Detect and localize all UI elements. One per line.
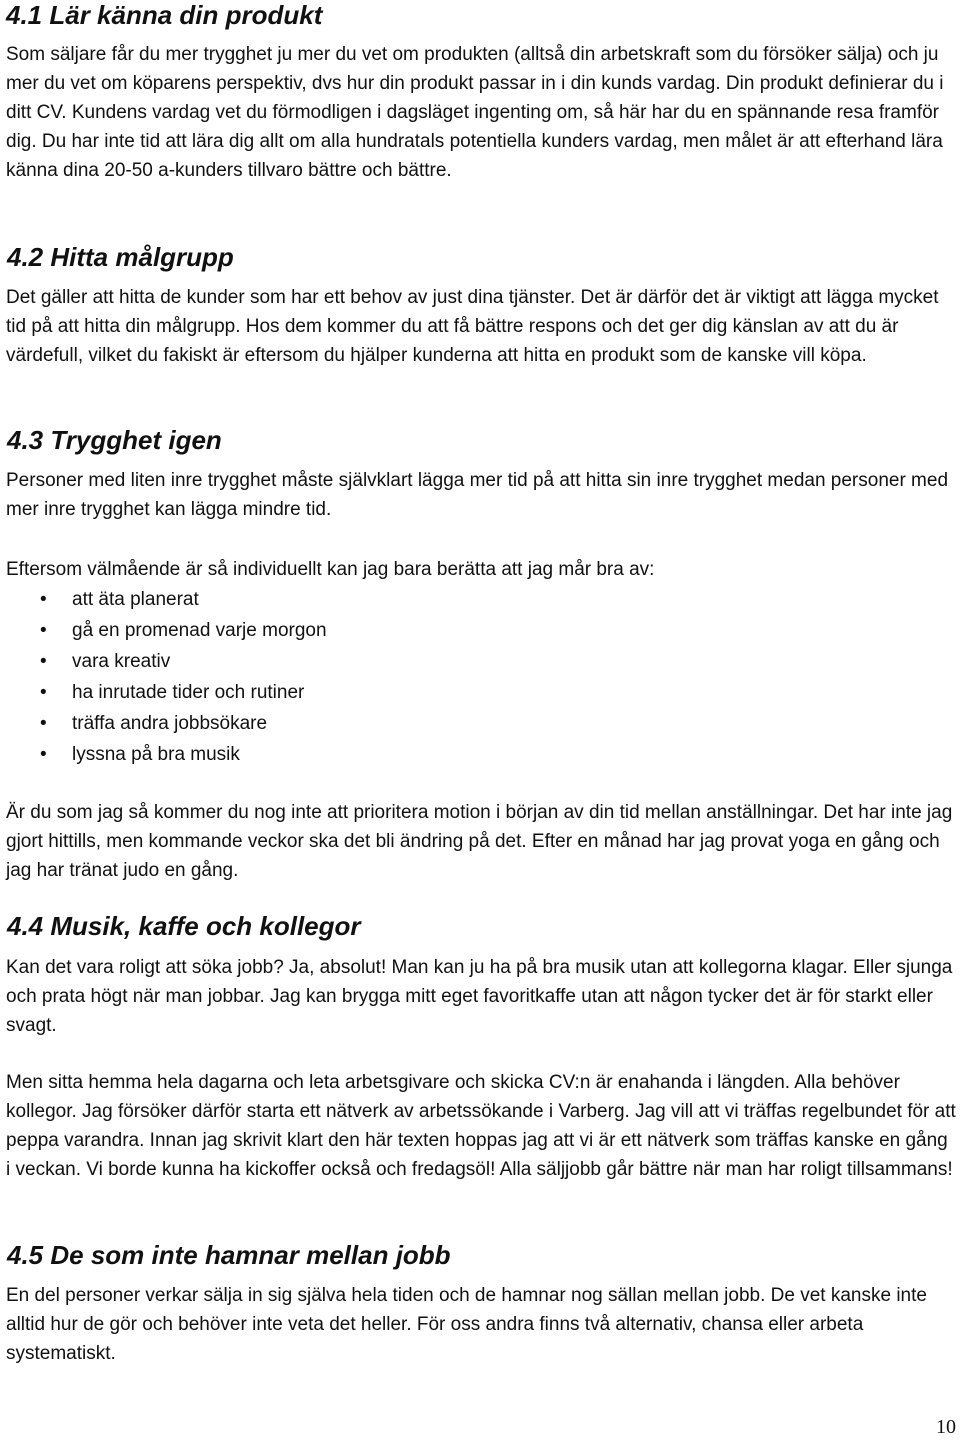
section-4-4-paragraph-2: Men sitta hemma hela dagarna och leta arbetsgivare och skicka CV:n är enahanda i längden. Alla behöver kollegor. Jag försöker därför starta ett nätverk av arbetssökande i Varberg. Jag vill att vi träffas regelbundet för att peppa varandra. Innan jag skrivit klart den här texten hoppas jag att vi är ett nätverk som träffas kanske en gång i veckan. Vi borde kunna ha kickoffer också och fredagsöl! Alla säljjobb går bättre när man har roligt tillsammans! [6, 1072, 956, 1180]
section-4-5-paragraph: En del personer verkar sälja in sig själva hela tiden och de hamnar nog sällan mellan jobb. De vet kanske inte alltid hur de gör och behöver inte veta det heller. För oss andra finns två alternativ, chansa eller arbeta systematiskt. [6, 1285, 927, 1364]
section-4-2-paragraph: Det gäller att hitta de kunder som har ett behov av just dina tjänster. Det är därför det är viktigt att lägga mycket tid på att hitta din målgrupp. Hos dem kommer du att få bättre respons och det ger dig känslan av att du är värdefull, vilket du fakiskt är eftersom du hjälper kunderna att hitta en produkt som de kanske vill köpa. [6, 287, 939, 366]
bullet-icon: • [40, 589, 47, 610]
bullet-icon: • [40, 620, 47, 641]
list-item-text: lyssna på bra musik [72, 744, 240, 765]
list-item-text: att äta planerat [72, 589, 199, 610]
section-heading-4-4: 4.4 Musik, kaffe och kollegor [7, 911, 361, 941]
section-heading-4-3: 4.3 Trygghet igen [7, 425, 222, 455]
section-4-3-paragraph-3: Är du som jag så kommer du nog inte att prioritera motion i början av din tid mellan anställningar. Det har inte jag gjort hittills, men kommande veckor ska det bli ändring på det. Efter en månad har jag provat yoga en gång och jag har tränat judo en gång. [6, 802, 953, 881]
page-number: 10 [936, 1416, 956, 1438]
section-4-3-paragraph-2: Eftersom välmående är så individuellt kan jag bara berätta att jag mår bra av: [6, 559, 655, 580]
section-heading-4-5: 4.5 De som inte hamnar mellan jobb [7, 1240, 451, 1270]
list-item-text: vara kreativ [72, 651, 171, 672]
section-4-4-paragraph-1: Kan det vara roligt att söka jobb? Ja, absolut! Man kan ju ha på bra musik utan att kollegorna klagar. Eller sjunga och prata högt när man jobbar. Jag kan brygga mitt eget favoritkaffe utan att någon tycker det är för starkt eller svagt. [6, 957, 953, 1036]
bullet-icon: • [40, 682, 47, 703]
section-4-3-paragraph-1: Personer med liten inre trygghet måste självklart lägga mer tid på att hitta sin inre trygghet medan personer med mer inre trygghet kan lägga mindre tid. [6, 470, 949, 520]
section-heading-4-2: 4.2 Hitta målgrupp [7, 242, 234, 272]
list-item-text: ha inrutade tider och rutiner [72, 682, 305, 703]
bullet-icon: • [40, 713, 47, 734]
bullet-icon: • [40, 744, 47, 765]
section-4-1-paragraph: Som säljare får du mer trygghet ju mer du vet om produkten (alltså din arbetskraft som du försöker sälja) och ju mer du vet om köparens perspektiv, dvs hur din produkt passar in i din kunds vardag. Din produkt definierar du i ditt CV. Kundens vardag vet du förmodligen i dagsläget ingenting om, så här har du en spännande resa framför dig. Du har inte tid att lära dig allt om alla hundratals potentiella kunders vardag, men målet är att efterhand lära känna dina 20-50 a-kunders tillvaro bättre och bättre. [6, 44, 944, 181]
section-heading-4-1: 4.1 Lär känna din produkt [6, 0, 323, 30]
bullet-icon: • [40, 651, 47, 672]
list-item-text: gå en promenad varje morgon [72, 620, 327, 641]
list-item-text: träffa andra jobbsökare [72, 713, 268, 734]
